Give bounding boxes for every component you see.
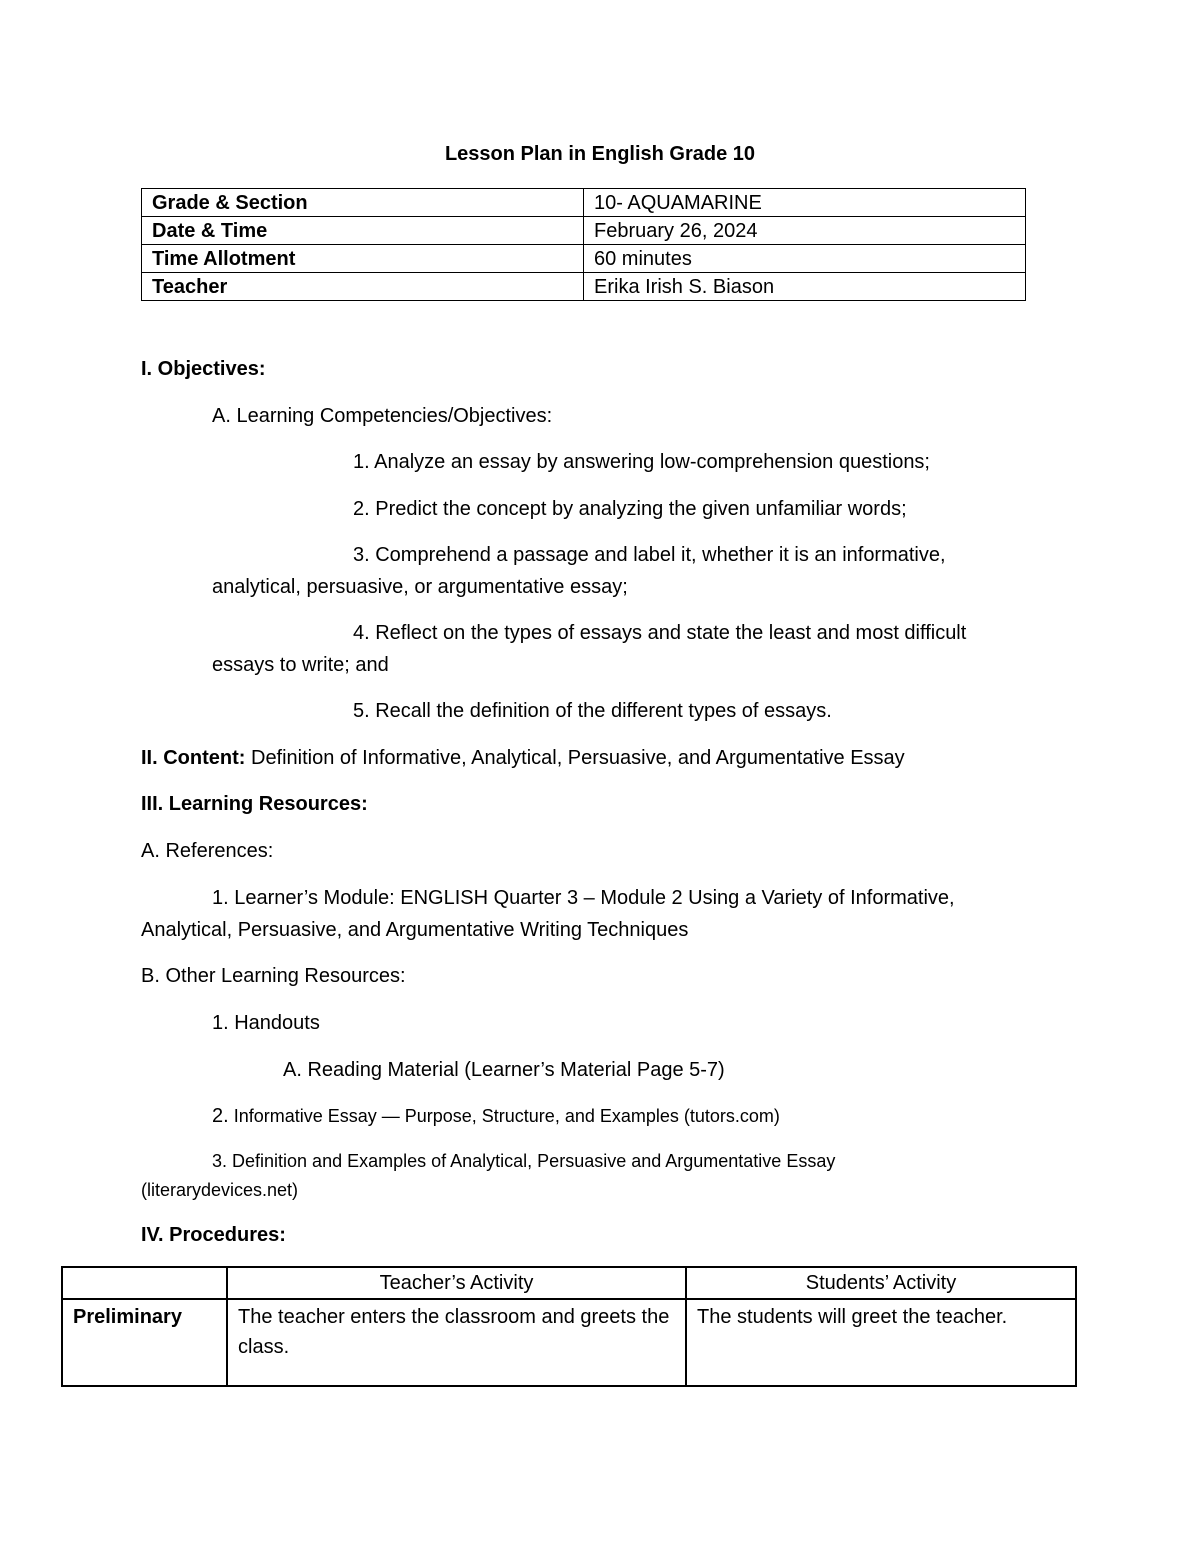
- reference-item-continued: Analytical, Persuasive, and Argumentative Writing Techniques: [141, 919, 689, 941]
- info-value: Erika Irish S. Biason: [584, 273, 1026, 301]
- info-value: February 26, 2024: [584, 217, 1026, 245]
- table-row: [142, 273, 1026, 301]
- objective-item: 1. Analyze an essay by answering low-comprehension questions;: [353, 451, 930, 473]
- references-heading: A. References:: [141, 840, 274, 862]
- procedures-table: [61, 1266, 1077, 1387]
- document-title: Lesson Plan in English Grade 10: [444, 143, 756, 165]
- teacher-activity-cell: The teacher enters the classroom and greets the class.: [227, 1299, 686, 1386]
- stage-cell: Preliminary: [62, 1299, 227, 1386]
- content-label: II. Content:: [141, 747, 246, 769]
- info-label: Grade & Section: [142, 189, 584, 217]
- info-label: Time Allotment: [142, 245, 584, 273]
- reference-item: 1. Learner’s Module: ENGLISH Quarter 3 – Module 2 Using a Variety of Informative,: [212, 887, 955, 909]
- resource-item-2-number: 2.: [212, 1105, 229, 1127]
- resource-item-2-text: Informative Essay — Purpose, Structure, and Examples (tutors.com): [228, 1106, 780, 1126]
- objective-item-continued: essays to write; and: [212, 654, 389, 676]
- table-row: [142, 189, 1026, 217]
- objective-item: 3. Comprehend a passage and label it, whether it is an informative,: [353, 544, 946, 566]
- table-row: [142, 245, 1026, 273]
- resource-item-2: [212, 1104, 780, 1128]
- table-row: [62, 1299, 1076, 1386]
- column-header: Students’ Activity: [686, 1267, 1076, 1299]
- resources-heading: III. Learning Resources:: [141, 793, 368, 815]
- procedures-heading: IV. Procedures:: [141, 1224, 286, 1246]
- objective-item: 5. Recall the definition of the different types of essays.: [353, 700, 832, 722]
- column-header: Teacher’s Activity: [227, 1267, 686, 1299]
- objective-item: 4. Reflect on the types of essays and state the least and most difficult: [353, 622, 967, 644]
- table-row: [142, 217, 1026, 245]
- content-line: [141, 746, 905, 770]
- table-header-row: [62, 1267, 1076, 1299]
- competencies-heading: A. Learning Competencies/Objectives:: [212, 405, 553, 427]
- info-value: 10- AQUAMARINE: [584, 189, 1026, 217]
- other-resources-heading: B. Other Learning Resources:: [141, 965, 406, 987]
- resource-item-3-continued: (literarydevices.net): [141, 1180, 299, 1200]
- lesson-info-table: [141, 188, 1026, 301]
- reading-material-item: A. Reading Material (Learner’s Material Page 5-7): [283, 1059, 725, 1081]
- objective-item: 2. Predict the concept by analyzing the given unfamiliar words;: [353, 498, 907, 520]
- objectives-heading: I. Objectives:: [141, 358, 266, 380]
- column-header: [62, 1267, 227, 1299]
- content-text: Definition of Informative, Analytical, Persuasive, and Argumentative Essay: [245, 747, 905, 769]
- info-label: Date & Time: [142, 217, 584, 245]
- students-activity-cell: The students will greet the teacher.: [686, 1299, 1076, 1386]
- objective-item-continued: analytical, persuasive, or argumentative essay;: [212, 576, 628, 598]
- info-label: Teacher: [142, 273, 584, 301]
- handouts-item: 1. Handouts: [212, 1012, 320, 1034]
- info-value: 60 minutes: [584, 245, 1026, 273]
- resource-item-3: 3. Definition and Examples of Analytical, Persuasive and Argumentative Essay: [212, 1151, 836, 1171]
